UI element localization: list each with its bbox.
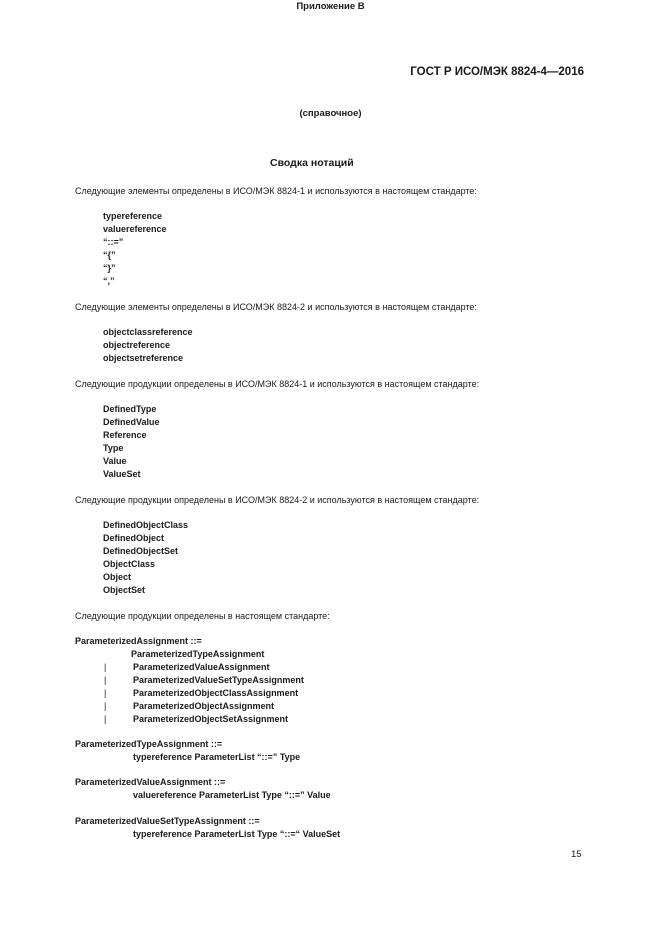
- list-item: ValueSet: [103, 469, 141, 479]
- list-item: DefinedObjectSet: [103, 546, 179, 556]
- rule-head: ParameterizedValueSetTypeAssignment ::=: [75, 816, 260, 826]
- list-item: Reference: [103, 430, 147, 440]
- intro-paragraph-5: Следующие продукции определены в настоящем стандарте:: [75, 611, 330, 621]
- list-item: ObjectClass: [103, 559, 156, 569]
- intro-paragraph-1: Следующие элементы определены в ИСО/МЭК 8824-1 и используются в настоящем стандарте:: [75, 186, 477, 196]
- list-item: objectsetreference: [103, 353, 184, 363]
- intro-paragraph-2: Следующие элементы определены в ИСО/МЭК 8824-2 и используются в настоящем стандарте:: [75, 302, 477, 312]
- list-item: DefinedValue: [103, 417, 160, 427]
- alternative-bar: |: [104, 701, 107, 711]
- rule-body: typereference ParameterList Type “::=“ ValueSet: [133, 829, 341, 839]
- list-item: “}”: [103, 263, 116, 273]
- rule-alternative: ParameterizedObjectSetAssignment: [133, 714, 289, 724]
- list-item: “,”: [103, 276, 115, 286]
- list-item: typereference: [103, 211, 163, 221]
- list-item: objectclassreference: [103, 327, 193, 337]
- list-item: Value: [103, 456, 127, 466]
- list-item: “::=”: [103, 237, 124, 247]
- intro-paragraph-3: Следующие продукции определены в ИСО/МЭК 8824-1 и используются в настоящем стандарте:: [75, 379, 480, 389]
- rule-alternative: ParameterizedValueSetTypeAssignment: [133, 675, 304, 685]
- rule-body: valuereference ParameterList Type “::=” Value: [133, 790, 331, 800]
- section-title: Сводка нотаций: [270, 157, 354, 169]
- page-number: 15: [571, 849, 582, 860]
- list-item: DefinedObject: [103, 533, 165, 543]
- list-item: ObjectSet: [103, 585, 146, 595]
- list-item: “{”: [103, 250, 116, 260]
- rule-head: ParameterizedValueAssignment ::=: [75, 777, 226, 787]
- document-header: ГОСТ Р ИСО/МЭК 8824-4—2016: [410, 66, 584, 78]
- alternative-bar: |: [104, 662, 107, 672]
- list-item: DefinedType: [103, 404, 157, 414]
- annex-title: Приложение В: [296, 1, 365, 12]
- list-item: valuereference: [103, 224, 167, 234]
- rule-head: ParameterizedAssignment ::=: [75, 636, 202, 646]
- alternative-bar: |: [104, 688, 107, 698]
- alternative-bar: |: [104, 675, 107, 685]
- rule-alternative: ParameterizedTypeAssignment: [131, 649, 265, 659]
- intro-paragraph-4: Следующие продукции определены в ИСО/МЭК 8824-2 и используются в настоящем стандарте:: [75, 495, 480, 505]
- rule-body: typereference ParameterList “::=” Type: [133, 752, 301, 762]
- annex-subtitle: (справочное): [299, 108, 362, 119]
- rule-alternative: ParameterizedValueAssignment: [133, 662, 270, 672]
- rule-head: ParameterizedTypeAssignment ::=: [75, 739, 223, 749]
- list-item: DefinedObjectClass: [103, 520, 189, 530]
- list-item: Type: [103, 443, 124, 453]
- list-item: objectreference: [103, 340, 171, 350]
- alternative-bar: |: [104, 714, 107, 724]
- rule-alternative: ParameterizedObjectAssignment: [133, 701, 275, 711]
- rule-alternative: ParameterizedObjectClassAssignment: [133, 688, 299, 698]
- list-item: Object: [103, 572, 132, 582]
